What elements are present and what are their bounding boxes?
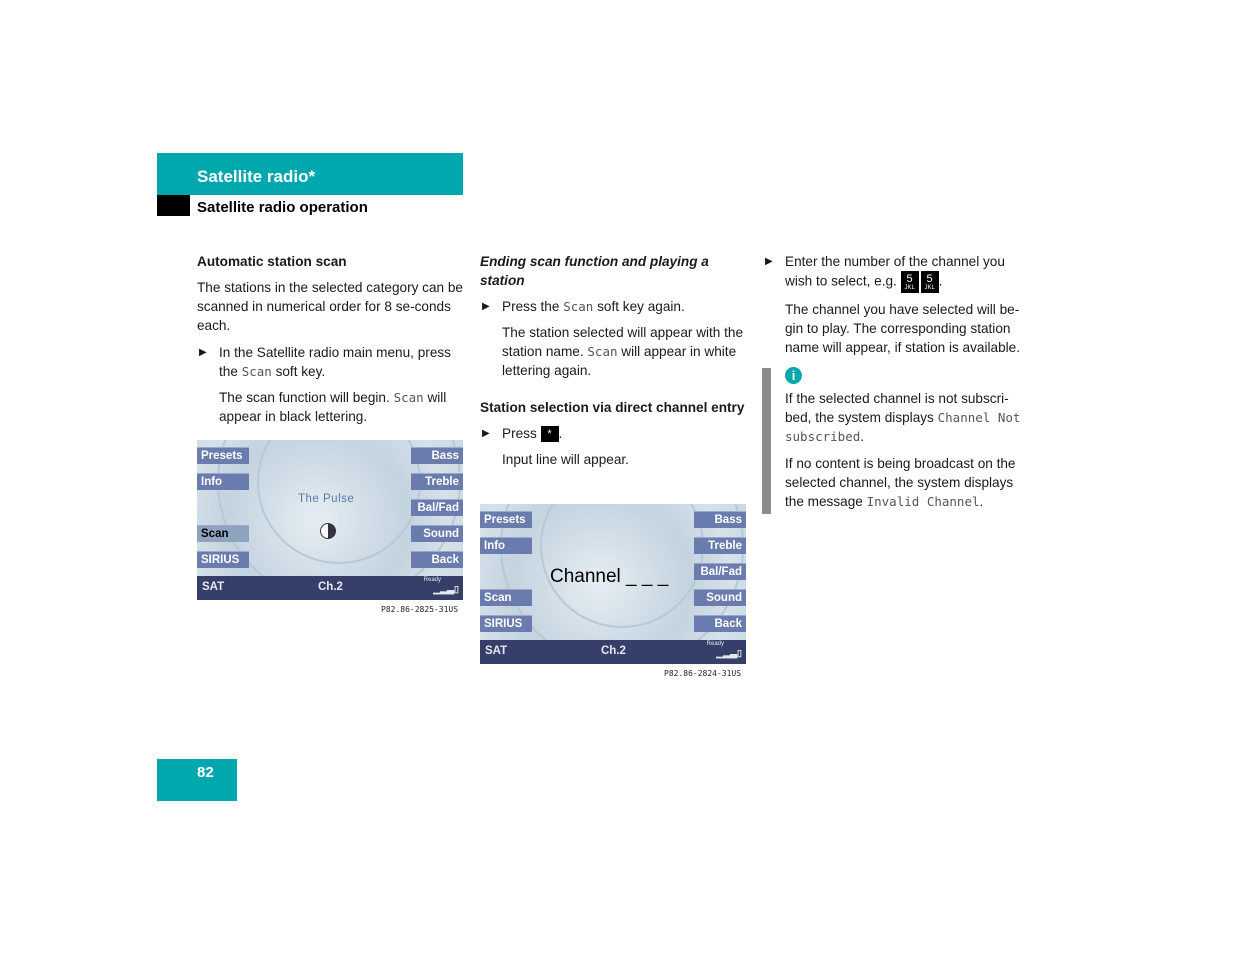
result-text: Input line will appear. <box>502 452 629 467</box>
code-scan: Scan <box>563 299 594 314</box>
status-ready: Ready <box>706 641 724 647</box>
subsection-marker <box>157 195 190 216</box>
result-text-b: will appear in black lettering. <box>219 390 447 424</box>
key-letters: JKL <box>904 285 915 291</box>
step-text: soft key again. <box>593 299 685 314</box>
figure-caption: P82.86-2825-31US <box>381 605 459 614</box>
bullet-triangle-icon: ▶ <box>765 256 773 267</box>
result-text <box>197 388 463 426</box>
softkey-back[interactable]: Back <box>411 551 463 568</box>
code-channel-not-subscribed: Channel Not subscribed <box>785 410 1021 444</box>
bullet-triangle-icon: ▶ <box>482 428 490 439</box>
status-ready: Ready <box>423 577 441 583</box>
softkey-sirius[interactable]: SIRIUS <box>197 551 249 568</box>
scan-indicator-icon <box>320 523 336 539</box>
bullet-triangle-icon: ▶ <box>482 301 490 312</box>
status-source: SAT <box>485 645 508 657</box>
result-text: The channel you have selected will be-gin to play. The corresponding station name will appear, if station is available. <box>785 302 1020 355</box>
info-sidebar <box>762 368 771 514</box>
softkey-sirius[interactable]: SIRIUS <box>480 615 532 632</box>
softkey-sound[interactable]: Sound <box>411 525 463 542</box>
softkey-scan[interactable]: Scan <box>480 589 532 606</box>
info-icon: i <box>785 367 802 384</box>
softkey-scan[interactable]: Scan <box>197 525 249 542</box>
step-press-star <box>480 424 746 443</box>
softkey-presets[interactable]: Presets <box>197 447 249 464</box>
result-text-b: will appear in white lettering again. <box>502 344 737 378</box>
softkey-info[interactable]: Info <box>480 537 532 554</box>
step-text: . <box>558 426 563 441</box>
status-bar <box>480 640 746 664</box>
softkey-info[interactable]: Info <box>197 473 249 490</box>
heading-ending-scan: Ending scan function and playing a station <box>480 254 709 288</box>
channel-input-line[interactable]: Channel _ _ _ <box>550 566 669 587</box>
status-channel: Ch.2 <box>601 645 626 657</box>
status-channel: Ch.2 <box>318 581 343 593</box>
softkey-treble[interactable]: Treble <box>411 473 463 490</box>
result-text-a: The scan function will begin. <box>219 390 394 405</box>
column-3 <box>763 252 1033 365</box>
page-number-box <box>157 759 237 801</box>
section-title: Satellite radio* <box>197 167 316 186</box>
code-scan: Scan <box>587 344 618 359</box>
result-text-a: The station selected will appear with the station name. <box>502 325 744 359</box>
softkey-balfad[interactable]: Bal/Fad <box>411 499 463 516</box>
softkey-sound[interactable]: Sound <box>694 589 746 606</box>
info-text-b: . <box>860 429 865 444</box>
info-text-b: . <box>979 494 984 509</box>
softkey-bass[interactable]: Bass <box>694 511 746 528</box>
status-source: SAT <box>202 581 225 593</box>
status-bar <box>197 576 463 600</box>
softkey-balfad[interactable]: Bal/Fad <box>694 563 746 580</box>
code-scan: Scan <box>241 364 272 379</box>
info-text-a: If no content is being broadcast on the selected channel, the system displays the message <box>785 456 1016 509</box>
station-name: The Pulse <box>298 493 355 505</box>
bullet-triangle-icon: ▶ <box>199 347 207 358</box>
step-text: Press <box>502 426 541 441</box>
step-press-scan-again <box>480 297 746 316</box>
key-number: 5 <box>906 273 913 285</box>
screen-scan <box>197 440 463 600</box>
page-number: 82 <box>197 764 214 781</box>
column-2 <box>480 252 746 477</box>
step-text: Press the <box>502 299 564 314</box>
result-text <box>480 323 746 380</box>
step-text: Enter the number of the channel you wish to select, e.g. <box>785 254 1005 289</box>
key-5-icon <box>901 271 919 293</box>
code-invalid-channel: Invalid Channel <box>866 494 980 509</box>
softkey-presets[interactable]: Presets <box>480 511 532 528</box>
subsection-title: Satellite radio operation <box>197 199 368 216</box>
info-note-2 <box>785 454 1035 511</box>
info-box <box>785 389 1035 519</box>
step-text: . <box>938 273 943 289</box>
code-scan: Scan <box>393 390 424 405</box>
column-1 <box>197 252 463 434</box>
step-press-scan <box>197 343 463 381</box>
step-text: soft key. <box>271 364 326 379</box>
intro-text: The stations in the selected category can be scanned in numerical order for 8 se-conds each. <box>197 280 463 333</box>
key-number: 5 <box>926 273 933 285</box>
heading-automatic-scan: Automatic station scan <box>197 254 347 269</box>
info-note-1 <box>785 389 1035 446</box>
star-key-icon: * <box>541 426 559 442</box>
step-enter-channel <box>763 252 1033 293</box>
softkey-bass[interactable]: Bass <box>411 447 463 464</box>
screen-channel-entry <box>480 504 746 664</box>
key-5-icon <box>921 271 939 293</box>
softkey-treble[interactable]: Treble <box>694 537 746 554</box>
step-text: In the Satellite radio main menu, press the <box>219 345 451 379</box>
heading-direct-entry: Station selection via direct channel entry <box>480 400 745 415</box>
figure-caption: P82.86-2824-31US <box>664 669 742 678</box>
signal-strength-icon: ▁▂▃▯ <box>716 648 742 658</box>
info-text-a: If the selected channel is not subscri-bed, the system displays <box>785 391 1009 425</box>
softkey-back[interactable]: Back <box>694 615 746 632</box>
signal-strength-icon: ▁▂▃▯ <box>433 584 459 594</box>
key-letters: JKL <box>924 285 935 291</box>
